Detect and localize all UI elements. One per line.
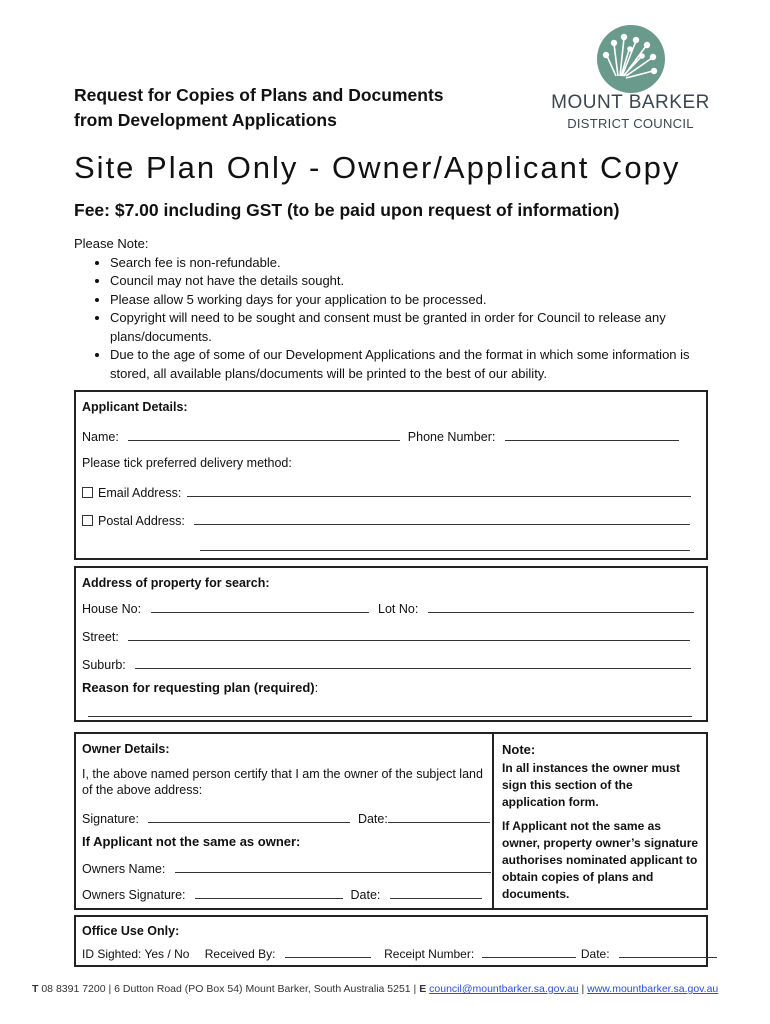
house-lot-row [82,600,694,616]
street-label: Street: [82,630,119,644]
form-heading [74,83,534,133]
owners-signature-row [82,886,482,902]
reason-field[interactable] [88,704,692,717]
owners-date-field[interactable] [390,886,482,899]
owner-date-field[interactable] [388,810,490,823]
postal-field[interactable] [194,512,690,525]
name-row [82,428,679,444]
reason-heading-row [82,680,318,695]
phone-label: Phone Number: [407,430,496,444]
delivery-label: Please tick preferred delivery method: [82,456,292,470]
footer-website-link[interactable]: www.mountbarker.sa.gov.au [587,983,719,995]
council-logo-subtitle: DISTRICT COUNCIL [567,116,694,131]
note-item: • Please allow 5 working days for your application to be processed. [110,291,714,310]
note-authorisation: If Applicant not the same as owner, property owner’s signature authorises nominated applicant to obtain copies of plans and documents. [502,819,699,901]
applicant-details-heading: Applicant Details: [82,400,188,414]
footer-email-prefix: E [419,983,427,995]
lot-number-field[interactable] [428,600,694,613]
owner-details-heading: Owner Details: [82,742,170,756]
suburb-label: Suburb: [82,658,126,672]
note-heading: Note: [502,742,536,757]
note-item: • Due to the age of some of our Development Applications and the format in which some information is stored, all available plans/documents will be printed to the best of our ability. [110,346,714,383]
footer-email-link[interactable]: council@mountbarker.sa.gov.au [429,983,579,995]
postal-label: Postal Address: [98,514,185,528]
suburb-row [82,656,691,672]
receipt-number-label: Receipt Number: [384,947,475,961]
house-number-label: House No: [82,602,142,616]
email-checkbox[interactable] [82,487,93,498]
reason-field-row [88,704,692,720]
house-number-field[interactable] [151,600,369,613]
not-same-owner-heading: If Applicant not the same as owner: [82,834,301,849]
office-use-heading: Office Use Only: [82,924,180,938]
postal-field-line2-row [200,538,690,554]
footer-contact [32,983,718,995]
reason-heading-colon: : [314,680,319,695]
note-item: • Council may not have the details sought. [110,272,714,291]
footer-contact-details: 08 8391 7200 | 6 Dutton Road (PO Box 54) Mount Barker, South Australia 5251 | [41,983,417,995]
office-use-row [82,945,717,961]
email-field[interactable] [187,484,691,497]
applicant-details-section [74,390,708,560]
owners-name-field[interactable] [175,860,491,873]
office-use-section [74,915,708,967]
postal-row [82,512,690,528]
email-row [82,484,691,500]
owner-date-label: Date: [357,812,388,826]
council-logo [548,24,713,134]
name-label: Name: [82,430,119,444]
lot-number-label: Lot No: [378,602,419,616]
postal-checkbox[interactable] [82,515,93,526]
footer-separator: | [581,983,585,995]
page-title: Site Plan Only - Owner/Applicant Copy [74,150,681,185]
council-logo-name: MOUNT BARKER [551,92,710,113]
note-item: • Copyright will need to be sought and consent must be granted in order for Council to release any plans/documents. [110,309,714,346]
notes-list [74,254,714,384]
note-item: • Search fee is non-refundable. [110,254,714,273]
phone-field[interactable] [505,428,679,441]
owner-section [74,732,708,910]
property-address-section [74,566,708,722]
owners-signature-label: Owners Signature: [82,888,186,902]
form-heading-line1: Request for Copies of Plans and Documents [74,85,444,105]
email-label: Email Address: [98,486,182,500]
office-date-field[interactable] [619,945,717,958]
owners-name-row [82,860,491,876]
postal-field-line2[interactable] [200,538,690,551]
owners-signature-field[interactable] [195,886,343,899]
office-date-label: Date: [580,947,610,961]
owner-details-section [74,732,494,910]
owners-name-label: Owners Name: [82,862,166,876]
notes-section [74,235,714,383]
owner-signature-row [82,810,490,826]
property-address-heading: Address of property for search: [82,576,270,590]
fee-statement: Fee: $7.00 including GST (to be paid upon request of information) [74,200,620,220]
note-section [492,732,708,910]
receipt-number-field[interactable] [482,945,576,958]
received-by-label: Received By: [204,947,276,961]
note-owner-sign: In all instances the owner must sign this section of the application form. [502,761,681,809]
owners-date-label: Date: [350,888,381,902]
owner-signature-field[interactable] [148,810,350,823]
notes-heading: Please Note: [74,236,149,251]
street-field[interactable] [128,628,690,641]
owner-signature-label: Signature: [82,812,139,826]
owner-certify-text: I, the above named person certify that I am the owner of the subject land of the above address: [82,767,483,797]
footer-phone-prefix: T [32,983,39,995]
street-row [82,628,690,644]
reason-heading: Reason for requesting plan (required) [82,680,315,695]
received-by-field[interactable] [285,945,371,958]
suburb-field[interactable] [135,656,691,669]
form-heading-line2: from Development Applications [74,110,337,130]
name-field[interactable] [128,428,400,441]
council-logo-emblem-icon [596,24,666,94]
id-sighted-label: ID Sighted: Yes / No [82,947,190,961]
